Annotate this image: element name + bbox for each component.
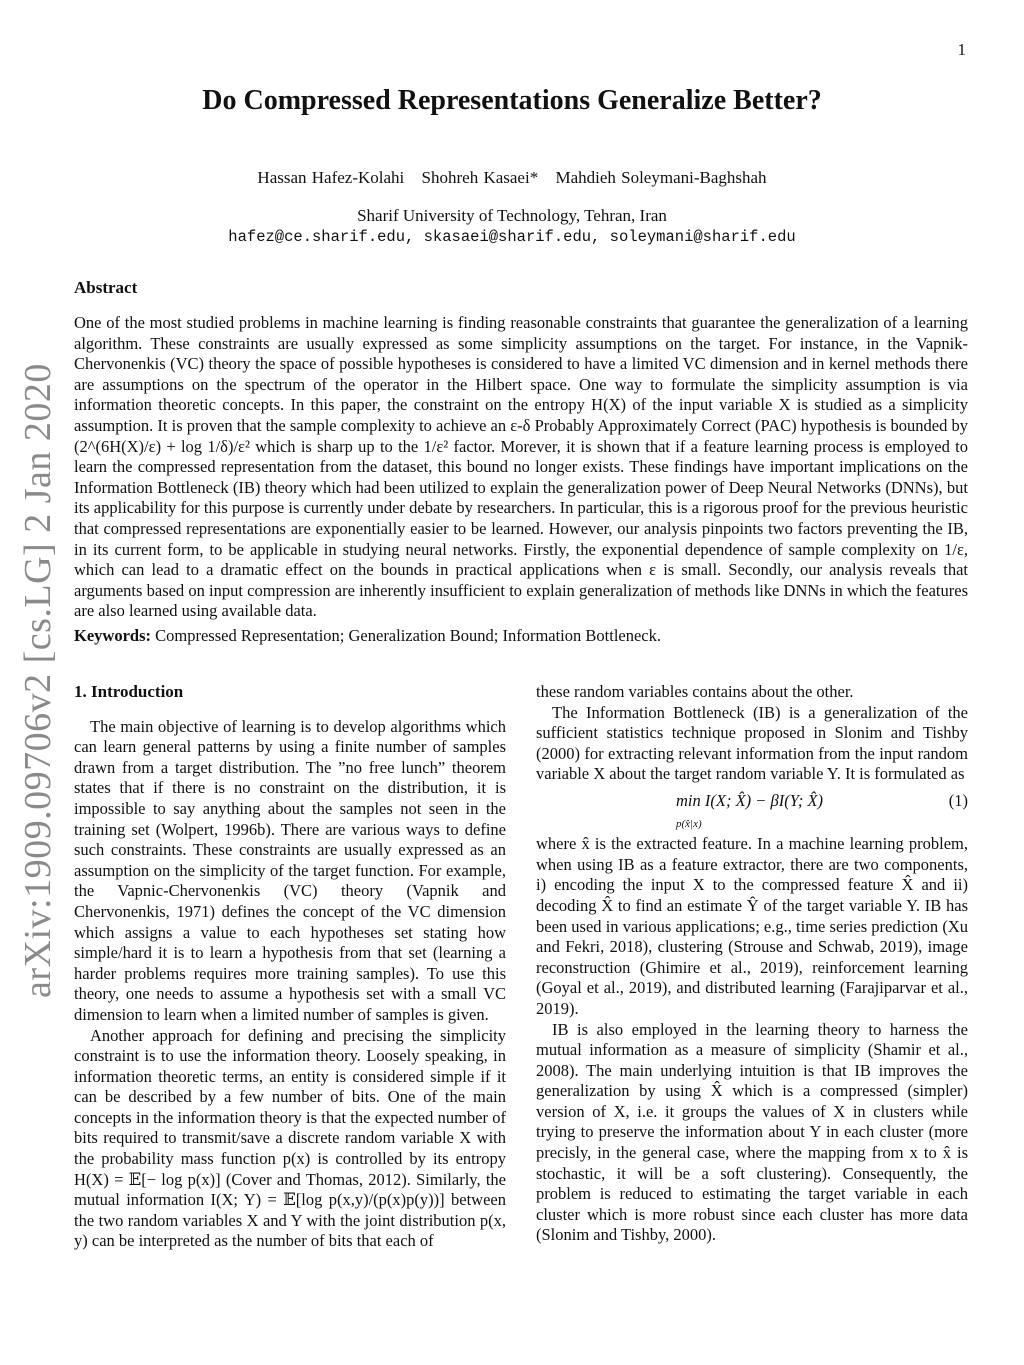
intro-paragraph-continued: these random variables contains about the other. bbox=[536, 682, 854, 701]
left-column bbox=[74, 682, 506, 1252]
equation-number: (1) bbox=[948, 790, 968, 810]
equation-subscript: p(x̂|x) bbox=[676, 817, 702, 830]
keywords-label: Keywords: bbox=[74, 626, 151, 645]
intro-paragraph-ib-learning-theory: IB is also employed in the learning theory to harness the mutual information as a measure of simplicity (Shamir et al., 2008). The main underlying intuition is that IB improves the generalization by using X̂ which is a compressed (simpler) version of X, i.e. it groups the values of X in clusters while trying to preserve the information about Y in each cluster (more precisly, in the general case, where the mapping from x to x̂ is stochastic, it will be a soft clustering). Consequently, the problem is reduced to estimating the target variable in each cluster which is more robust since each cluster has more data (Slonim and Tishby, 2000). bbox=[536, 1019, 968, 1245]
author-2: Shohreh Kasaei* bbox=[421, 168, 539, 187]
author-3: Mahdieh Soleymani-Baghshah bbox=[555, 168, 767, 187]
affiliation: Sharif University of Technology, Tehran, Iran bbox=[357, 206, 667, 225]
right-column bbox=[536, 682, 968, 1246]
section-heading-introduction: 1. Introduction bbox=[74, 682, 184, 701]
intro-paragraph-1: The main objective of learning is to develop algorithms which can learn general patterns by using a finite number of samples drawn from a target distribution. The ”no free lunch” theorem states that if there is no constraint on the distribution, it is impossible to say anything about the samples not seen in the training set (Wolpert, 1996b). There are various ways to define such constraints. These constraints are usually expressed as an assumption on the simplicity of the target function. For example, the Vapnic-Chervonenkis (VC) theory (Vapnik and Chervonenkis, 1971) defines the concept of the VC dimension which assigns a value to each hypotheses set stating how simple/hard it is to learn a hypothesis from that set (learning a harder problems requires more training samples). To use this theory, one needs to assume a hypothesis set with a small VC dimension to learn when a limited number of samples is given. bbox=[74, 716, 506, 1024]
author-1: Hassan Hafez-Kolahi bbox=[257, 168, 405, 187]
intro-paragraph-2: Another approach for defining and precising the simplicity constraint is to use the information theory. Loosely speaking, in information theoretic terms, an entity is considered simple if it can be described by a few number of bits. One of the main concepts in the information theory is that the expected number of bits required to transmit/save a discrete random variable X with the probability mass function p(x) is controlled by its entropy H(X) = 𝔼[− log p(x)] (Cover and Thomas, 2012). Similarly, the mutual information I(X; Y) = 𝔼[log p(x,y)/(p(x)p(y))] between the two random variables X and Y with the joint distribution p(x, y) can be interpreted as the number of bits that each of bbox=[74, 1025, 506, 1251]
author-list bbox=[0, 168, 1024, 188]
page-number: 1 bbox=[957, 40, 966, 59]
paper-title: Do Compressed Representations Generalize Better? bbox=[202, 85, 822, 116]
abstract-heading: Abstract bbox=[74, 278, 138, 297]
intro-paragraph-ib: The Information Bottleneck (IB) is a generalization of the sufficient statistics technique proposed in Slonim and Tishby (2000) for extracting relevant information from the input random variable X about the target random variable Y. It is formulated as bbox=[536, 702, 968, 784]
arxiv-stamp: arXiv:1909.09706v2 [cs.LG] 2 Jan 2020 bbox=[17, 363, 59, 998]
abstract-text: One of the most studied problems in machine learning is finding reasonable constraints that guarantee the generalization of a learning algorithm. These constraints are usually expressed as some simplicity assumptions on the target. For instance, in the Vapnik-Chervonenkis (VC) theory the space of possible hypotheses is considered to have a limited VC dimension and in kernel methods there are assumptions on the spectrum of the operator in the Hilbert space. One way to formulate the simplicity assumption is via information theoretic concepts. In this paper, the constraint on the entropy H(X) of the input variable X is studied as a simplicity assumption. It is proven that the sample complexity to achieve an ε-δ Probably Approximately Correct (PAC) hypothesis is bounded by (2^(6H(X)/ε) + log 1/δ)/ε² which is sharp up to the 1/ε² factor. Morever, it is shown that if a feature learning process is employed to learn the compressed representation from the dataset, this bound no longer exists. These findings have important implications on the Information Bottleneck (IB) theory which had been utilized to explain the generalization power of Deep Neural Networks (DNNs), but its applicability for this purpose is currently under debate by researchers. In particular, this is a rigorous proof for the previous heuristic that compressed representations are exponentially easier to be learned. However, our analysis pinpoints two factors preventing the IB, in its current form, to be applicable in studying neural networks. Firstly, the exponential dependence of sample complexity on 1/ε, which can lead to a dramatic effect on the bounds in practical applications when ε is small. Secondly, our analysis reveals that arguments based on input compression are inherently insufficient to explain generalization of methods like DNNs in which the features are also learned using available data. bbox=[74, 313, 968, 621]
equation-1 bbox=[536, 791, 968, 812]
keywords-text: Compressed Representation; Generalization Bound; Information Bottleneck. bbox=[155, 626, 661, 645]
intro-paragraph-ib-applications: where x̂ is the extracted feature. In a machine learning problem, when using IB as a feature extractor, there are two components, i) encoding the input X to the compressed feature X̂ and ii) decoding X̂ to find an estimate Ŷ of the target variable Y. IB has been used in various applications; e.g., time series prediction (Xu and Fekri, 2018), clustering (Strouse and Schwab, 2019), image reconstruction (Ghimire et al., 2019), reinforcement learning (Goyal et al., 2019), and distributed learning (Farajiparvar et al., 2019). bbox=[536, 834, 968, 1018]
author-emails: hafez@ce.sharif.edu, skasaei@sharif.edu, soleymani@sharif.edu bbox=[228, 228, 796, 246]
keywords bbox=[74, 626, 661, 646]
equation-body: min I(X; X̂) − βI(Y; X̂) bbox=[676, 790, 824, 810]
